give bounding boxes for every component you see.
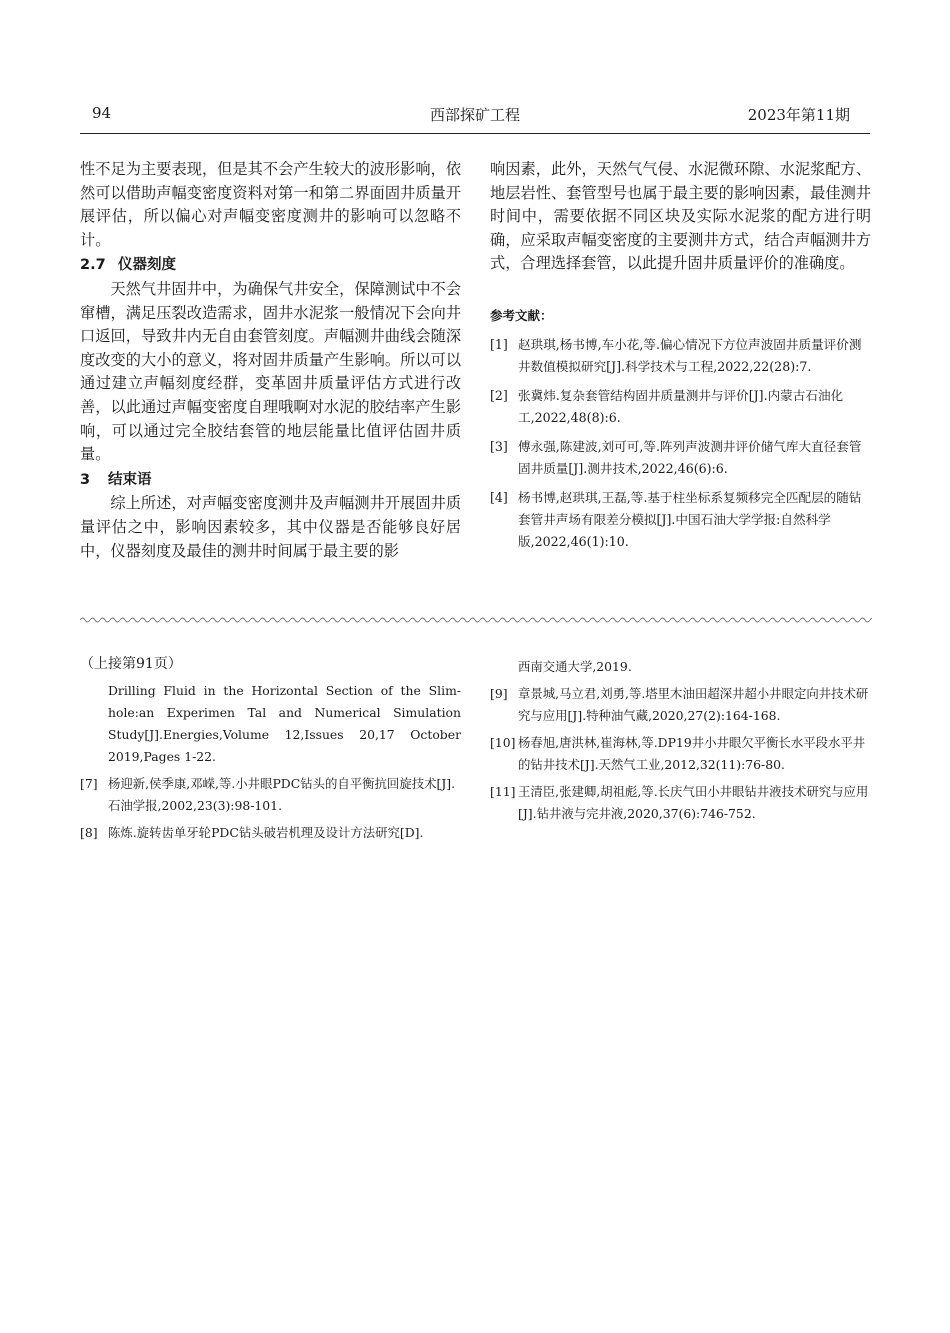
section-number: 3 [80, 471, 91, 488]
left-paragraph-3: 综上所述，对声幅变密度测井及声幅测井开展固井质量评估之中，影响因素较多，其中仪器是否能够良好居中，仪器刻度及最佳的测井时间属于最主要的影 [80, 494, 461, 560]
continued-reference-item [80, 822, 461, 844]
continued-reference-item [490, 656, 871, 678]
reference-text: 张冀炜.复杂套管结构固井质量测井与评价[J].内蒙古石油化工,2022,48(8):6. [518, 387, 844, 425]
section-heading-3 [80, 469, 461, 493]
right-column [490, 158, 871, 560]
reference-text: 赵珙琪,杨书博,车小花,等.偏心情况下方位声波固井质量评价测井数值模拟研究[J].科学技术与工程,2022,22(28):7. [518, 336, 862, 374]
reference-item [490, 487, 871, 553]
reference-text: 章景城,马立君,刘勇,等.塔里木油田超深井超小井眼定向井技术研究与应用[J].特种油气藏,2020,27(2):164-168. [518, 686, 869, 723]
reference-text: 西南交通大学,2019. [518, 659, 632, 674]
reference-number: [11] [490, 784, 516, 799]
reference-number: [4] [490, 489, 508, 505]
running-header [80, 104, 870, 128]
continued-label: （上接第91页） [80, 656, 182, 672]
continued-reference-item [490, 781, 871, 825]
reference-number: [2] [490, 387, 508, 403]
right-paragraph-1: 响因素，此外，天然气气侵、水泥微环隙、水泥浆配方、地层岩性、套管型号也属于最主要的影响因素，最佳测井时间中，需要依据不同区块及实际水泥浆的配方进行明确，应采取声幅变密度的主要测井方式，结合声幅测井方式，合理选择套管，以此提升固井质量评价的准确度。 [490, 160, 871, 273]
reference-text: 杨春旭,唐洪林,崔海林,等.DP19井小井眼欠平衡长水平段水平井的钻井技术[J].天然气工业,2012,32(11):76-80. [518, 735, 866, 772]
reference-text: 王清臣,张建卿,胡祖彪,等.长庆气田小井眼钻井液技术研究与应用[J].钻井液与完井液,2020,37(6):746-752. [518, 784, 869, 821]
reference-text: 傅永强,陈建波,刘可可,等.阵列声波测井评价储气库大直径套管固井质量[J].测井技术,2022,46(6):6. [518, 438, 862, 476]
section-title: 仪器刻度 [118, 257, 176, 274]
reference-item [490, 385, 871, 429]
section-heading-2-7 [80, 254, 461, 278]
continued-right-column [490, 656, 871, 830]
wavy-separator [80, 614, 872, 626]
reference-item [490, 334, 871, 378]
section-number: 2.7 [80, 257, 106, 274]
page-number: 94 [92, 104, 112, 122]
continued-reference-item [80, 773, 461, 817]
reference-text: 杨书博,赵珙琪,王磊,等.基于柱坐标系复频移完全匹配层的随钻套管井声场有限差分模拟[J].中国石油大学学报:自然科学版,2022,46(1):10. [518, 489, 862, 549]
reference-text: 陈炼.旋转齿单牙轮PDC钻头破岩机理及设计方法研究[D]. [108, 825, 424, 840]
reference-number: [10] [490, 735, 516, 750]
left-column [80, 158, 461, 563]
reference-item [490, 436, 871, 480]
reference-number: [3] [490, 438, 508, 454]
reference-number: [8] [80, 825, 98, 840]
reference-number: [7] [80, 776, 98, 791]
reference-text: Drilling Fluid in the Horizontal Section of the Slim-hole:an Experimen Tal and Numerical Simulation Study[J].Energies,Volume 12,Issues 20,17 October 2019,Pages 1-22. [108, 683, 461, 764]
issue-label: 2023年第11期 [747, 106, 850, 124]
continued-left-column [80, 654, 461, 849]
continued-reference-item [490, 732, 871, 776]
header-rule [80, 133, 870, 134]
reference-text: 杨迎新,侯季康,邓嵘,等.小井眼PDC钻头的自平衡抗回旋技术[J].石油学报,2002,23(3):98-101. [108, 776, 456, 813]
continued-reference-item [80, 680, 461, 768]
left-paragraph-1: 性不足为主要表现，但是其不会产生较大的波形影响，依然可以借助声幅变密度资料对第一和第二界面固井质量开展评估，所以偏心对声幅变密度测井的影响可以忽略不计。 [80, 160, 461, 249]
reference-number: [9] [490, 686, 508, 701]
reference-number: [1] [490, 336, 508, 352]
continued-reference-item [490, 683, 871, 727]
references-title: 参考文献： [490, 307, 553, 323]
section-title: 结束语 [108, 471, 152, 488]
left-paragraph-2: 天然气井固井中，为确保气井安全，保障测试中不会窜槽，满足压裂改造需求，固井水泥浆一般情况下会向井口返回，导致井内无自由套管刻度。声幅测井曲线会随深度改变的大小的意义，将对固井质量产生影响。所以可以通过建立声幅刻度经群，变革固井质量评估方式进行改善，以此通过声幅变密度自理哦啊对水泥的胶结率产生影响，可以通过完全胶结套管的地层能量比值评估固井质量。 [80, 279, 461, 464]
references-list [490, 334, 871, 553]
journal-name: 西部探矿工程 [429, 106, 520, 124]
